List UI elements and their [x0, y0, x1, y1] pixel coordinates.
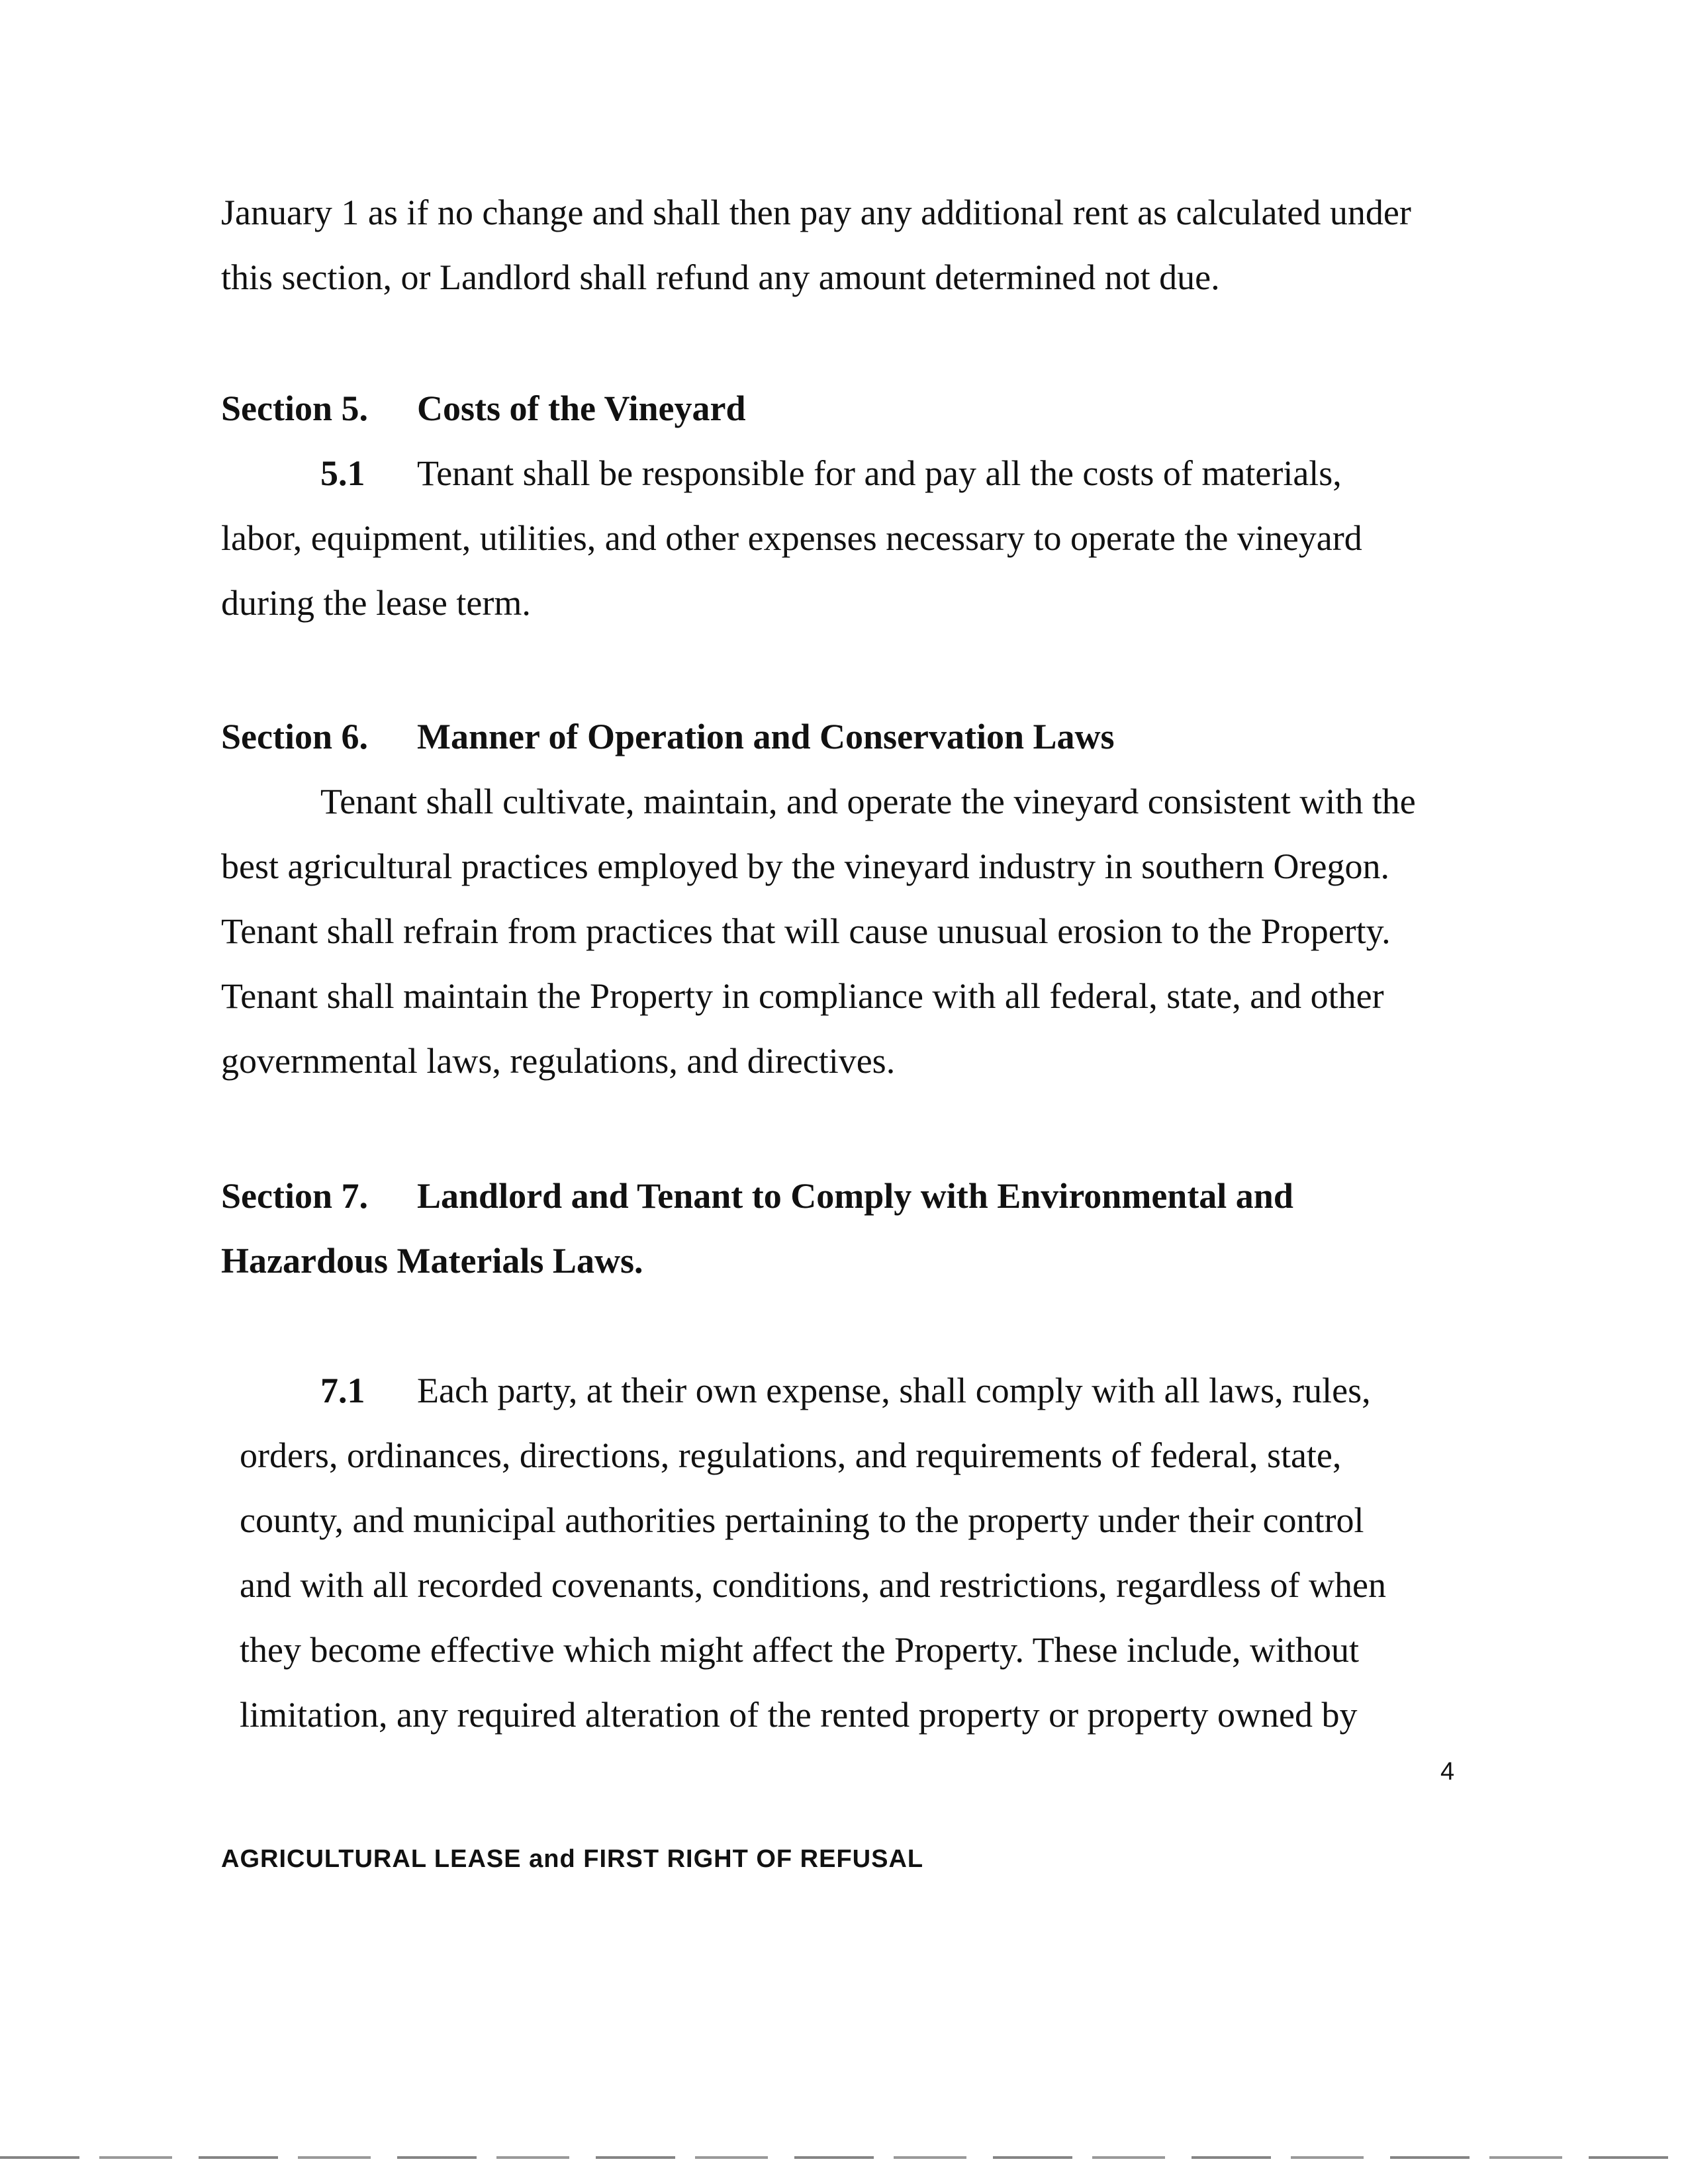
section-number: Section 5. — [221, 388, 368, 428]
body-text-line: orders, ordinances, directions, regulations, and requirements of federal, state, — [240, 1435, 1342, 1475]
paragraph-number: 5.1 — [320, 453, 365, 493]
paragraph-7-1-first-line — [320, 1369, 1371, 1412]
body-text-line: best agricultural practices employed by the vineyard industry in southern Oregon. — [221, 846, 1389, 886]
paragraph-5-1-first-line — [320, 451, 1342, 495]
body-text-line: Tenant shall maintain the Property in compliance with all federal, state, and other — [221, 976, 1384, 1016]
footer-document-title: AGRICULTURAL LEASE and FIRST RIGHT OF REFUSAL — [221, 1845, 924, 1873]
body-text-line: they become effective which might affect the Property. These include, without — [240, 1630, 1359, 1670]
section-title: Costs of the Vineyard — [417, 388, 746, 428]
body-text-line: and with all recorded covenants, conditions, and restrictions, regardless of when — [240, 1565, 1386, 1605]
section-7-heading-continued: Hazardous Materials Laws. — [221, 1241, 643, 1281]
section-number: Section 6. — [221, 717, 368, 756]
body-text-line: county, and municipal authorities pertaining to the property under their control — [240, 1500, 1364, 1540]
scan-edge-line — [0, 2156, 1684, 2159]
body-text-line: Tenant shall refrain from practices that will cause unusual erosion to the Property. — [221, 911, 1391, 951]
body-text: Tenant shall be responsible for and pay all the costs of materials, — [417, 453, 1342, 493]
body-text-line: this section, or Landlord shall refund any amount determined not due. — [221, 257, 1220, 297]
body-text-line: Tenant shall cultivate, maintain, and operate the vineyard consistent with the — [320, 782, 1416, 821]
body-text: Each party, at their own expense, shall comply with all laws, rules, — [417, 1371, 1371, 1410]
body-text-line: limitation, any required alteration of the rented property or property owned by — [240, 1695, 1358, 1735]
section-5-heading — [221, 387, 746, 430]
body-text-line: January 1 as if no change and shall then pay any additional rent as calculated under — [221, 193, 1411, 232]
section-title: Manner of Operation and Conservation Laws — [417, 717, 1115, 756]
body-text-line: during the lease term. — [221, 583, 531, 623]
body-text-line: governmental laws, regulations, and directives. — [221, 1041, 896, 1081]
paragraph-number: 7.1 — [320, 1371, 365, 1410]
section-7-heading — [221, 1174, 1293, 1218]
body-text-line: labor, equipment, utilities, and other expenses necessary to operate the vineyard — [221, 518, 1362, 558]
section-6-heading — [221, 715, 1115, 758]
page-number: 4 — [1440, 1758, 1455, 1786]
section-title: Landlord and Tenant to Comply with Environmental and — [417, 1176, 1293, 1216]
section-number: Section 7. — [221, 1176, 368, 1216]
